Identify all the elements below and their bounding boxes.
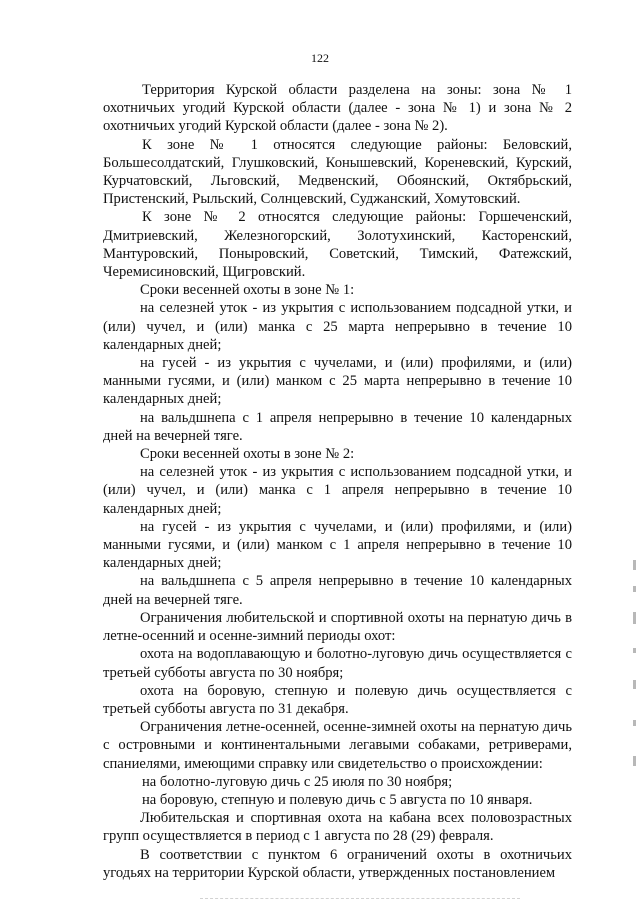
paragraph-zone-1-woodcock: на вальдшнепа с 1 апреля непрерывно в течение 10 календарных дней на вечерней тяге. xyxy=(103,409,572,444)
heading-spring-hunt-zone-2: Сроки весенней охоты в зоне № 2: xyxy=(140,446,355,463)
paragraph-zone-1-geese: на гусей - из укрытия с чучелами, и (или) профилями, и (или) манными гусями, и (или) манком с 25 марта непрерывно в течение 10 календарных дней; xyxy=(103,355,572,408)
paragraph-dogs-upland-game: на боровую, степную и полевую дичь с 5 августа по 10 января. xyxy=(142,791,533,808)
page-number: 122 xyxy=(311,51,329,65)
scan-bottom-edge xyxy=(200,898,520,900)
paragraph-waterfowl-season: охота на водоплавающую и болотно-луговую дичь осуществляется с третьей субботы августа по 30 ноября; xyxy=(103,646,572,681)
paragraph-zone-2-districts: К зоне № 2 относятся следующие районы: Горшеченский, Дмитриевский, Железногорский, Золотухинский, Касторенский, Мантуровский, Поныровский, Советский, Тимский, Фатежский, Черемисиновский, Щигровский. xyxy=(103,209,572,281)
paragraph-zone-2-geese: на гусей - из укрытия с чучелами, и (или) профилями, и (или) манными гусями, и (или) манком с 1 апреля непрерывно в течение 10 календарных дней; xyxy=(103,518,572,572)
paragraph-zone-1-drakes: на селезней уток - из укрытия с использованием подсадной утки, и (или) чучел, и (или) манка с 25 марта непрерывно в течение 10 календарных дней; xyxy=(103,300,572,353)
paragraph-zone-2-drakes: на селезней уток - из укрытия с использованием подсадной утки, и (или) чучел, и (или) манка с 1 апреля непрерывно в течение 10 календарных дней; xyxy=(103,464,572,517)
document-body xyxy=(103,81,572,882)
paragraph-dogs-marsh-game: на болотно-луговую дичь с 25 июля по 30 ноября; xyxy=(142,773,453,790)
paragraph-wild-boar-season: Любительская и спортивная охота на кабана всех половозрастных групп осуществляется в период с 1 августа по 28 (29) февраля. xyxy=(103,810,572,845)
paragraph-upland-season: охота на боровую, степную и полевую дичь осуществляется с третьей субботы августа по 31 декабря. xyxy=(103,682,572,717)
paragraph-feathered-game-restrictions: Ограничения любительской и спортивной охоты на пернатую дичь в летне-осенний и осенне-зимний периоды охот: xyxy=(103,609,572,645)
paragraph-zone-1-districts: К зоне № 1 относятся следующие районы: Беловский, Большесолдатский, Глушковский, Конышевский, Кореневский, Курский, Курчатовский, Льговский, Медвенский, Обоянский, Октябрьский, Пристенский, Рыльский, Солнцевский, Суджанский, Хомутовский. xyxy=(103,136,572,208)
heading-spring-hunt-zone-1: Сроки весенней охоты в зоне № 1: xyxy=(140,282,355,299)
paragraph-dogs-restrictions: Ограничения летне-осенней, осенне-зимней охоты на пернатую дичь с островными и континентальными легавыми собаками, ретриверами, спаниелями, имеющими справку или свидетельство о происхождении: xyxy=(103,719,572,772)
paragraph-zones-intro: Территория Курской области разделена на зоны: зона № 1 охотничьих угодий Курской области (далее - зона № 1) и зона № 2 охотничьих угодий Курской области (далее - зона № 2). xyxy=(103,82,572,135)
paragraph-zone-2-woodcock: на вальдшнепа с 5 апреля непрерывно в течение 10 календарных дней на вечерней тяге. xyxy=(103,573,572,608)
paragraph-point-6-reference: В соответствии с пунктом 6 ограничений охоты в охотничьих угодьях на территории Курской области, утвержденных постановлением xyxy=(103,846,572,881)
scan-edge-marks xyxy=(633,560,637,780)
